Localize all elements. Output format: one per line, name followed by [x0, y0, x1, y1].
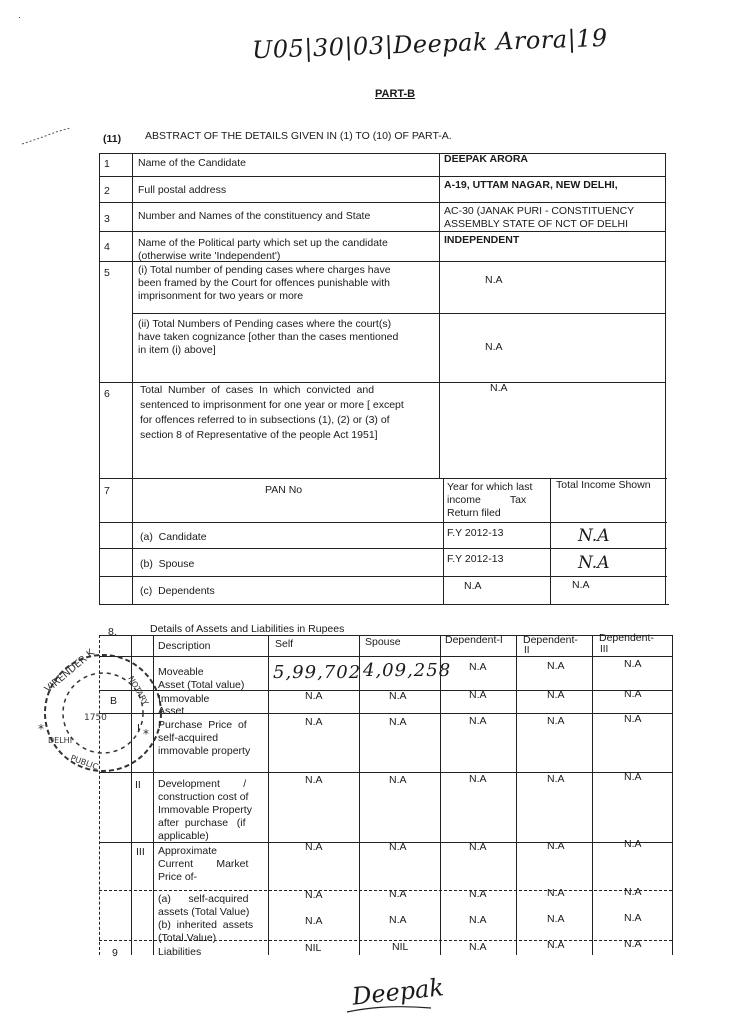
liabilities-spouse: NIL — [392, 941, 409, 953]
liabilities-dep2: N.A — [547, 939, 565, 951]
development-dep3: N.A — [624, 771, 642, 783]
svg-text:VIRENDER K: VIRENDER K — [42, 648, 97, 696]
purchase-dep3: N.A — [624, 713, 642, 725]
liabilities-dep1: N.A — [469, 941, 487, 953]
purchase-dep2: N.A — [547, 715, 565, 727]
moveable-dep3: N.A — [624, 658, 642, 670]
year-header-line2: income Tax — [447, 494, 527, 506]
development-self: N.A — [305, 774, 323, 786]
inherited-dep2: N.A — [547, 913, 565, 925]
purchase-spouse: N.A — [389, 716, 407, 728]
immovable-spouse: N.A — [389, 690, 407, 702]
development-dep1: N.A — [469, 773, 487, 785]
part-title: PART-B — [375, 88, 416, 100]
pending-cases-i-line1: (i) Total number of pending cases where charges have — [138, 264, 391, 276]
inherited-dep3: N.A — [624, 912, 642, 924]
pending-cases-i-line3: imprisonment for two years or more — [138, 290, 304, 302]
income-header: Total Income Shown — [556, 479, 651, 491]
pending-cases-i-line2: been framed by the Court for offences punishable with — [138, 277, 390, 289]
pending-cases-i-value: N.A — [485, 274, 503, 286]
pending-cases-ii-line3: in item (i) above] — [138, 344, 216, 356]
immovable-self: N.A — [305, 690, 323, 702]
year-header-line1: Year for which last — [447, 481, 533, 493]
convicted-cases-value: N.A — [490, 382, 508, 394]
immovable-dep2: N.A — [547, 689, 565, 701]
convicted-cases-line4: section 8 of Representative of the people Act 1951] — [140, 429, 378, 441]
assets-section-title: Details of Assets and Liabilities in Rupees — [150, 623, 345, 635]
svg-text:*: * — [143, 727, 149, 741]
postal-address-value: A-19, UTTAM NAGAR, NEW DELHI, — [444, 179, 618, 191]
row-number: 3 — [104, 213, 110, 225]
party-label-line1: Name of the Political party which set up the candidate — [138, 237, 388, 249]
development-line3: Immovable Property — [158, 804, 252, 816]
spouse-year: F.Y 2012-13 — [447, 553, 504, 565]
constituency-value-line1: AC-30 (JANAK PURI - CONSTITUENCY — [444, 205, 635, 217]
candidate-name-value: DEEPAK ARORA — [444, 153, 529, 165]
development-line1: Development / — [158, 778, 247, 790]
corner-mark: · — [18, 12, 21, 22]
liabilities-label: Liabilities — [158, 946, 202, 958]
moveable-dep2: N.A — [547, 660, 565, 672]
year-header-line3: Return filed — [447, 507, 501, 519]
moveable-label-line2: Asset (Total value) — [158, 679, 245, 691]
market-dep1: N.A — [469, 841, 487, 853]
market-price-line1: Approximate — [158, 845, 217, 857]
moveable-spouse-value: 4,09,258 — [363, 660, 452, 681]
market-self: N.A — [305, 841, 323, 853]
svg-text:NOTARY: NOTARY — [126, 674, 151, 707]
market-dep2: N.A — [547, 840, 565, 852]
notary-stamp-seal — [28, 648, 168, 778]
party-value: INDEPENDENT — [444, 234, 520, 246]
pending-cases-ii-line1: (ii) Total Numbers of Pending cases where the court(s) — [138, 318, 392, 330]
row-number: 6 — [104, 388, 110, 400]
row-number: 4 — [104, 241, 110, 253]
row-letter-iii: III — [136, 846, 145, 858]
pending-cases-ii-line2: have taken cognizance [other than the cases mentioned — [138, 331, 399, 343]
section-number: (11) — [103, 133, 122, 145]
inherited-dep1: N.A — [469, 914, 487, 926]
self-acquired-self: N.A — [305, 889, 323, 901]
market-price-line2: Current Market — [158, 858, 249, 870]
section-title: ABSTRACT OF THE DETAILS GIVEN IN (1) TO (10) OF PART-A. — [145, 130, 452, 142]
purchase-price-line2: self-acquired — [158, 732, 219, 744]
development-line4: after purchase (if — [158, 817, 246, 829]
self-acquired-line2: assets (Total Value) — [158, 906, 250, 918]
purchase-price-line3: immovable property — [158, 745, 251, 757]
immovable-label-line2: Asset — [158, 705, 185, 717]
pen-scribble — [20, 120, 90, 150]
signature-underline — [345, 1002, 435, 1016]
development-spouse: N.A — [389, 774, 407, 786]
inherited-self: N.A — [305, 915, 323, 927]
self-acquired-dep3: N.A — [624, 886, 642, 898]
postal-address-label: Full postal address — [138, 184, 227, 196]
candidate-row-label: (a) Candidate — [140, 531, 207, 543]
self-acquired-line1: (a) self-acquired — [158, 893, 249, 905]
convicted-cases-line2: sentenced to imprisonment for one year or more [ except — [140, 399, 404, 411]
dependents-income: N.A — [572, 579, 590, 591]
spouse-row-label: (b) Spouse — [140, 558, 195, 570]
handwritten-reference: U05|30|03|Deepak Arora|19 — [251, 23, 609, 65]
liabilities-self: NIL — [305, 942, 322, 954]
header-self: Self — [275, 638, 294, 650]
self-acquired-spouse: N.A — [389, 888, 407, 900]
convicted-cases-line1: Total Number of cases In which convicted and — [140, 384, 375, 396]
row-letter-i: I — [137, 722, 140, 734]
constituency-label: Number and Names of the constituency and State — [138, 210, 371, 222]
purchase-price-line1: Purchase Price of — [158, 719, 247, 731]
header-dependent-2-line2: II — [524, 645, 530, 656]
self-acquired-dep2: N.A — [547, 887, 565, 899]
inherited-line2: (Total Value) — [158, 932, 217, 944]
purchase-self: N.A — [305, 716, 323, 728]
signature: Deepak — [350, 973, 446, 1011]
liabilities-dep3: N.A — [624, 938, 642, 950]
header-dependent-3-line1: Dependent- — [599, 632, 654, 644]
dependents-row-label: (c) Dependents — [140, 585, 215, 597]
constituency-value-line2: ASSEMBLY STATE OF NCT OF DELHI — [444, 218, 628, 230]
convicted-cases-line3: for offences referred to in subsections (1), (2) or (3) of — [140, 414, 390, 426]
development-dep2: N.A — [547, 773, 565, 785]
inherited-line1: (b) inherited assets — [158, 919, 254, 931]
party-label-line2: (otherwise write 'Independent') — [138, 250, 281, 262]
svg-text:*: * — [38, 722, 44, 736]
header-description: Description — [158, 640, 211, 652]
immovable-dep1: N.A — [469, 689, 487, 701]
header-dependent-3-line2: III — [600, 644, 609, 655]
row-letter-ii: II — [135, 779, 141, 791]
row-letter-b: B — [110, 695, 118, 707]
spouse-income: N.A — [578, 553, 610, 573]
candidate-income: N.A — [578, 526, 610, 546]
header-dependent-2-line1: Dependent- — [523, 634, 578, 646]
header-dependent-1: Dependent-I — [445, 634, 503, 646]
row-number: 2 — [104, 185, 110, 197]
pan-header: PAN No — [265, 484, 303, 496]
candidate-name-label: Name of the Candidate — [138, 157, 246, 169]
moveable-self-value: 5,99,702 — [273, 662, 362, 683]
immovable-dep3: N.A — [624, 688, 642, 700]
pending-cases-ii-value: N.A — [485, 341, 503, 353]
development-line5: applicable) — [158, 830, 209, 842]
row-number: 5 — [104, 267, 110, 279]
assets-section-number: 8. — [108, 626, 117, 638]
candidate-year: F.Y 2012-13 — [447, 527, 504, 539]
svg-text:PUBLIC: PUBLIC — [69, 753, 100, 772]
svg-text:DELHI: DELHI — [48, 736, 73, 745]
immovable-label-line1: Immovable — [158, 693, 210, 705]
row-number: 7 — [104, 485, 110, 497]
development-line2: construction cost of — [158, 791, 249, 803]
purchase-dep1: N.A — [469, 715, 487, 727]
moveable-label-line1: Moveable — [158, 666, 204, 678]
self-acquired-dep1: N.A — [469, 888, 487, 900]
inherited-spouse: N.A — [389, 914, 407, 926]
row-number: 1 — [104, 158, 110, 170]
row-number: 9 — [112, 947, 118, 959]
dependents-year: N.A — [464, 580, 482, 592]
market-dep3: N.A — [624, 838, 642, 850]
market-spouse: N.A — [389, 841, 407, 853]
svg-text:1750: 1750 — [84, 713, 107, 723]
header-spouse: Spouse — [365, 636, 401, 648]
moveable-dep1: N.A — [469, 661, 487, 673]
market-price-line3: Price of- — [158, 871, 198, 883]
